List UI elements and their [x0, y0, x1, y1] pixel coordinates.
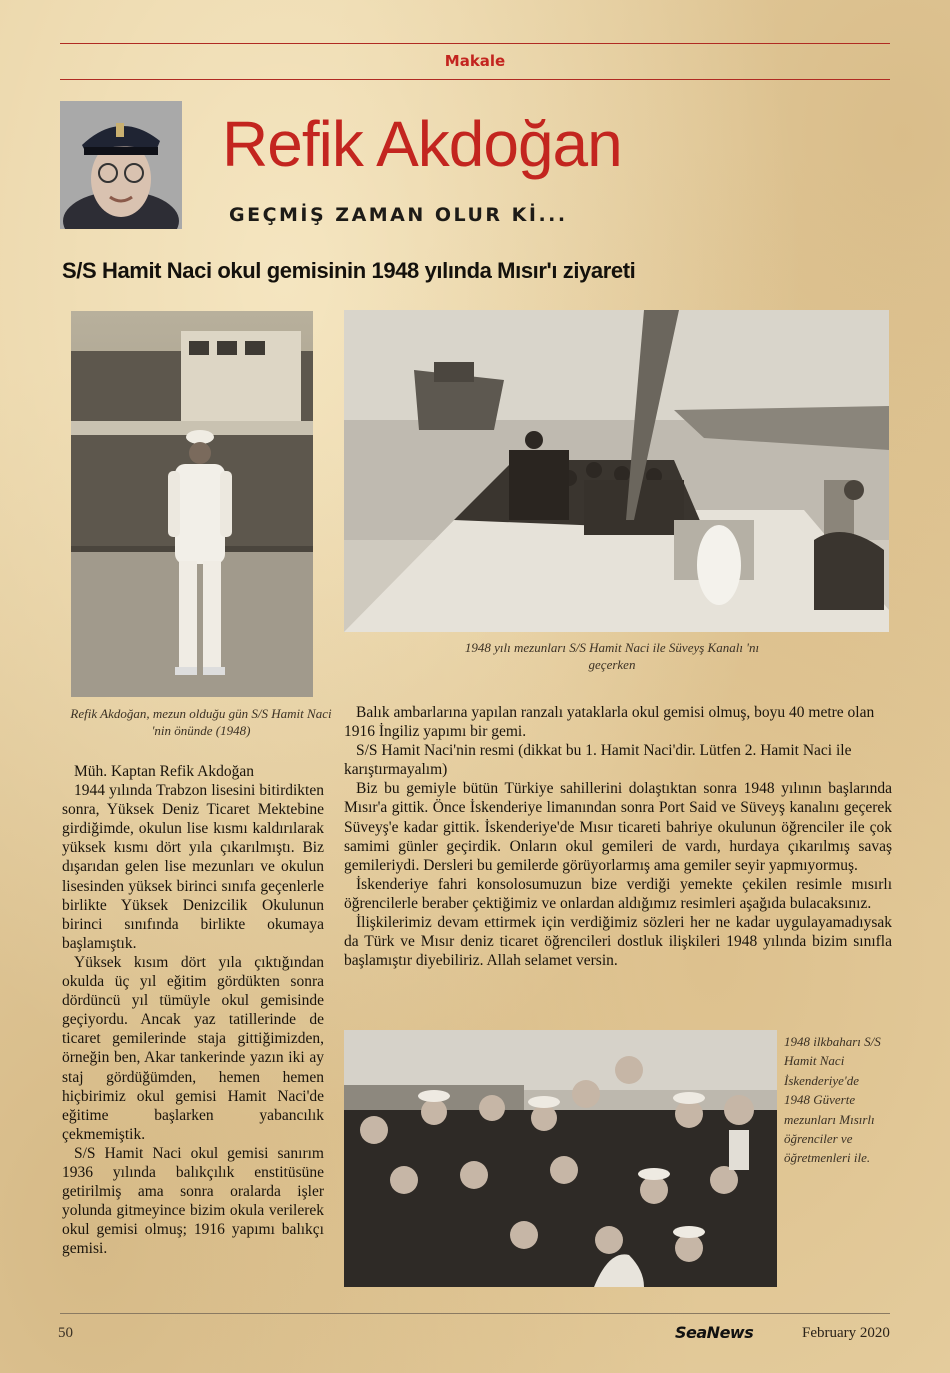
- section-label: Makale: [444, 52, 506, 70]
- suez-canal-photo: [344, 310, 889, 632]
- paragraph: S/S Hamit Naci okul gemisi sanırım 1936 yılında balıkçılık enstitüsüne getirilmiş ama sonra oralarda işler yolunda gitmeyince bizim okula verilerek okul gemisi olmuş; 1916 yapımı balıkçı gemisi.: [62, 1144, 324, 1258]
- paragraph: İskenderiye fahri konsolosumuzun bize verdiği yemekte çekilen resimle mısırlı öğrencilerle beraber çektiğimiz ve onlardan aldığımız resimleri aşağıda bulacaksınız.: [344, 875, 892, 912]
- footer-rule: [60, 1313, 890, 1314]
- article-right-column: [344, 703, 892, 970]
- group-photo-caption: 1948 ilkbaharı S/S Hamit Naci İskenderiye'de 1948 Güverte mezunları Mısırlı öğrenciler ve öğretmenleri ile.: [784, 1034, 881, 1166]
- paragraph: Biz bu gemiyle bütün Türkiye sahillerini dolaştıktan sonra 1948 yılının başlarında Mısır'a gittik. Önce İskenderiye limanından sonra Port Said ve Süveyş kanalını geçerek Süveyş'e kadar gittik. İskenderiye'de Mısır ticareti bahriye okulunun öğrenciler ile çok samimi günler geçirdik. Onların okul gemileri de vardı, hurdaya çıkarılmış savaş gemileriydi. Dersleri bu gemilerde görüyorlarmış ama gemiler seyir yapmıyormuş.: [344, 780, 892, 874]
- article-headline: S/S Hamit Naci okul gemisinin 1948 yılında Mısır'ı ziyareti: [62, 258, 636, 283]
- paragraph: S/S Hamit Naci'nin resmi (dikkat bu 1. Hamit Naci'dir. Lütfen 2. Hamit Naci ile karıştırmayalım): [344, 742, 852, 779]
- article-left-column: [62, 762, 324, 1258]
- author-byline: Müh. Kaptan Refik Akdoğan: [74, 763, 254, 780]
- top-rule: [60, 43, 890, 44]
- paragraph: Yüksek kısım dört yıla çıktığından okulda üç yıl eğitim gördükten sonra dördüncü yıl tümüyle okul gemisinde geçiyordu. Ancak yaz tatillerinde de ticaret gemilerinde staja gittiğimizden, örneğin ben, Akar tankerinde yazın iki ay staj gördüğümden, hemen hemen hiçbirimiz okul gemisi Hamit Naci'de eğitime başlarken yabancılık çekmemiştik.: [62, 953, 324, 1143]
- author-photo: [60, 101, 182, 229]
- author-name: Refik Akdoğan: [222, 108, 622, 180]
- issue-date: February 2020: [802, 1325, 890, 1341]
- group-photo: [344, 1030, 777, 1287]
- graduation-photo-caption: Refik Akdoğan, mezun olduğu gün S/S Hamit Naci 'nin önünde (1948): [70, 706, 332, 738]
- paragraph: Balık ambarlarına yapılan ranzalı yataklarla okul gemisi olmuş, boyu 40 metre olan 1916 İngiliz yapımı bir gemi.: [344, 704, 875, 741]
- magazine-logo: SeaNews: [675, 1323, 754, 1342]
- header-rule: [60, 79, 890, 80]
- page-number: 50: [58, 1325, 73, 1341]
- suez-canal-photo-caption: 1948 yılı mezunları S/S Hamit Naci ile Süveyş Kanalı 'nı geçerken: [464, 640, 760, 672]
- column-title: GEÇMİŞ ZAMAN OLUR Kİ...: [229, 204, 568, 226]
- graduation-photo: [71, 311, 313, 697]
- paragraph: İlişkilerimiz devam ettirmek için verdiğimiz sözleri her ne kadar uygulayamadıysak da Türk ve Mısır deniz ticaret öğrencileri dostluk ilişkileri 1948 yılında bizim sınıfla başlamıştır diyebiliriz. Allah selamet versin.: [344, 914, 892, 970]
- paragraph: 1944 yılında Trabzon lisesini bitirdikten sonra, Yüksek Deniz Ticaret Mektebine girdiğimde, okulun lise kısmı kaldırılarak yüksek kısmı dört yıla çıkarılmıştı. Biz dışarıdan gelen lise mezunları ve okulun lisesinden yüksek birinci sınıfa geçenlerle birlikte Yüksek Denizcilik Okulunun birinci sınıfında birlikte okumaya başlamıştık.: [62, 782, 324, 952]
